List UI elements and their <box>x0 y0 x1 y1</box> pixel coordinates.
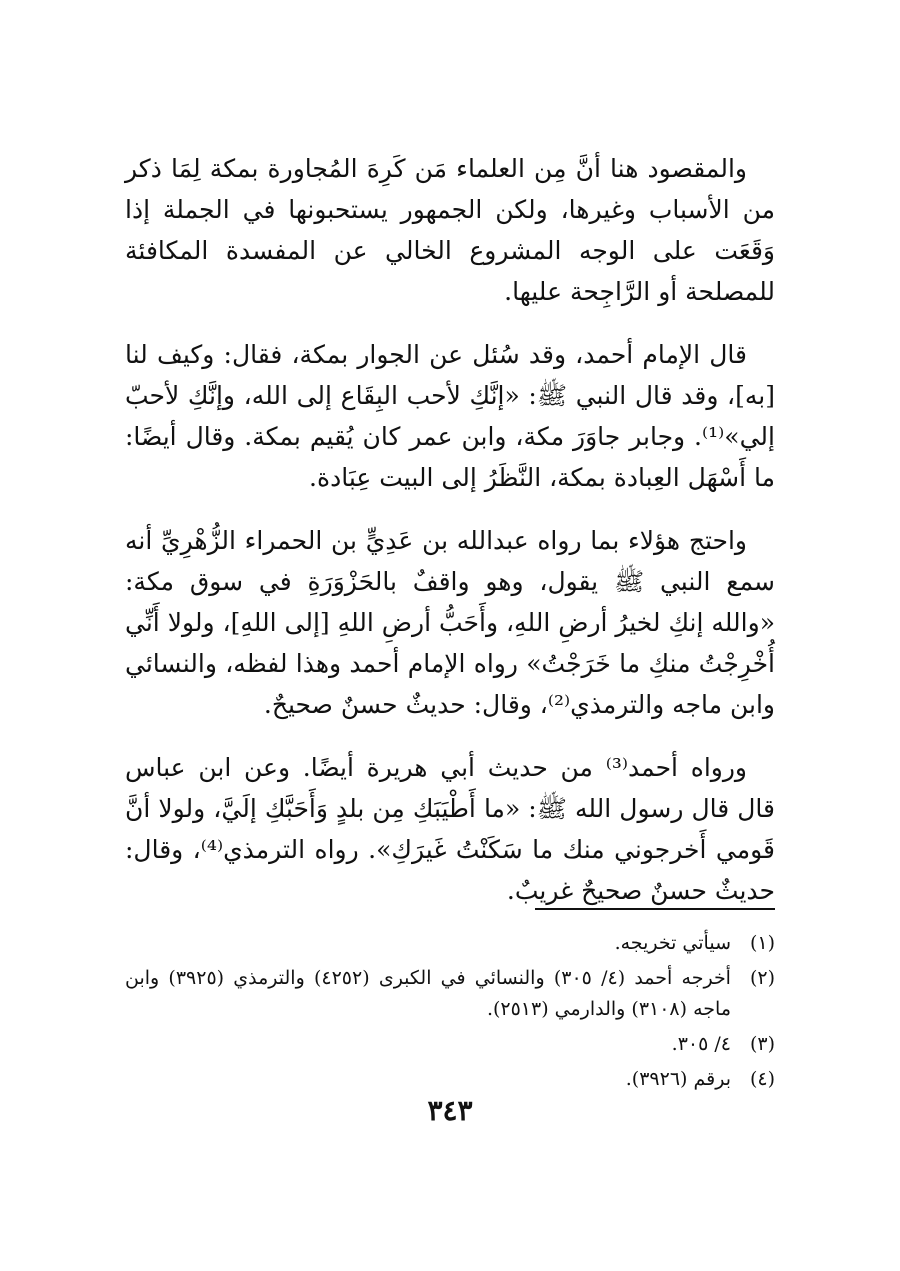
footnote-text: ٤/ ٣٠٥. <box>671 1033 731 1055</box>
paragraph-3: واحتج هؤلاء بما رواه عبدالله بن عَدِيٍّ بن الحمراء الزُّهْرِيِّ أنه سمع النبي ﷺ يقول، وهو واقفٌ بالحَزْوَرَةِ في سوق مكة: «والله إنكِ لخيرُ أرضِ اللهِ، وأَحَبُّ أرضِ اللهِ [إلى اللهِ]، ولولا أَنِّي أُخْرِجْتُ منكِ ما خَرَجْتُ» رواه الإمام أحمد وهذا لفظه، والنسائي وابن ماجه والترمذي⁽²⁾، وقال: حديثٌ حسنٌ صحيحٌ. <box>125 526 775 719</box>
page-number: ٣٤٣ <box>427 1094 473 1127</box>
footnote-divider <box>535 908 775 910</box>
paragraph-1: والمقصود هنا أنَّ مِن العلماء مَن كَرِهَ المُجاورة بمكة لِمَا ذكر من الأسباب وغيرها، ولكن الجمهور يستحبونها في الجملة إذا وَقَعَت على الوجه المشروع الخالي عن المفسدة المكافئة للمصلحة أو الرَّاجِحة عليها. <box>125 154 775 306</box>
main-text <box>125 148 775 933</box>
paragraph-4: ورواه أحمد⁽³⁾ من حديث أبي هريرة أيضًا. وعن ابن عباس قال قال رسول الله ﷺ: «ما أَطْيَبَكِ مِن بلدٍ وَأَحَبَّكِ إلَيَّ، ولولا أنَّ قَومي أَخرجوني منك ما سَكَنْتُ غَيرَكِ». رواه الترمذي⁽⁴⁾، وقال: حديثٌ حسنٌ صحيحٌ غريبٌ. <box>125 753 776 905</box>
footnote-text: أخرجه أحمد (٤/ ٣٠٥) والنسائي في الكبرى (٤٢٥٢) والترمذي (٣٩٢٥) وابن ماجه (٣١٠٨) والدارمي (٢٥١٣). <box>125 967 731 1020</box>
paragraph-2: قال الإمام أحمد، وقد سُئل عن الجوار بمكة، فقال: وكيف لنا [به]، وقد قال النبي ﷺ: «إنَّكِ لأحب البِقَاع إلى الله، وإنَّكِ لأحبّ إلي»⁽¹⁾. وجابر جاوَرَ مكة، وابن عمر كان يُقيم بمكة. وقال أيضًا: ما أَسْهَل العِبادة بمكة، النَّظَرُ إلى البيت عِبَادة. <box>125 340 775 492</box>
footnote-text: برقم (٣٩٢٦). <box>625 1068 731 1090</box>
footnote-1 <box>125 928 775 959</box>
footnote-number: (٢) <box>749 967 775 989</box>
footnote-text: سيأتي تخريجه. <box>614 932 731 954</box>
footnote-2 <box>125 963 775 1025</box>
footnote-3 <box>125 1029 775 1060</box>
footnote-number: (٣) <box>749 1033 775 1055</box>
footnote-4 <box>125 1064 775 1095</box>
footnotes <box>125 928 775 1099</box>
footnote-number: (١) <box>749 932 775 954</box>
footnote-number: (٤) <box>749 1068 775 1090</box>
